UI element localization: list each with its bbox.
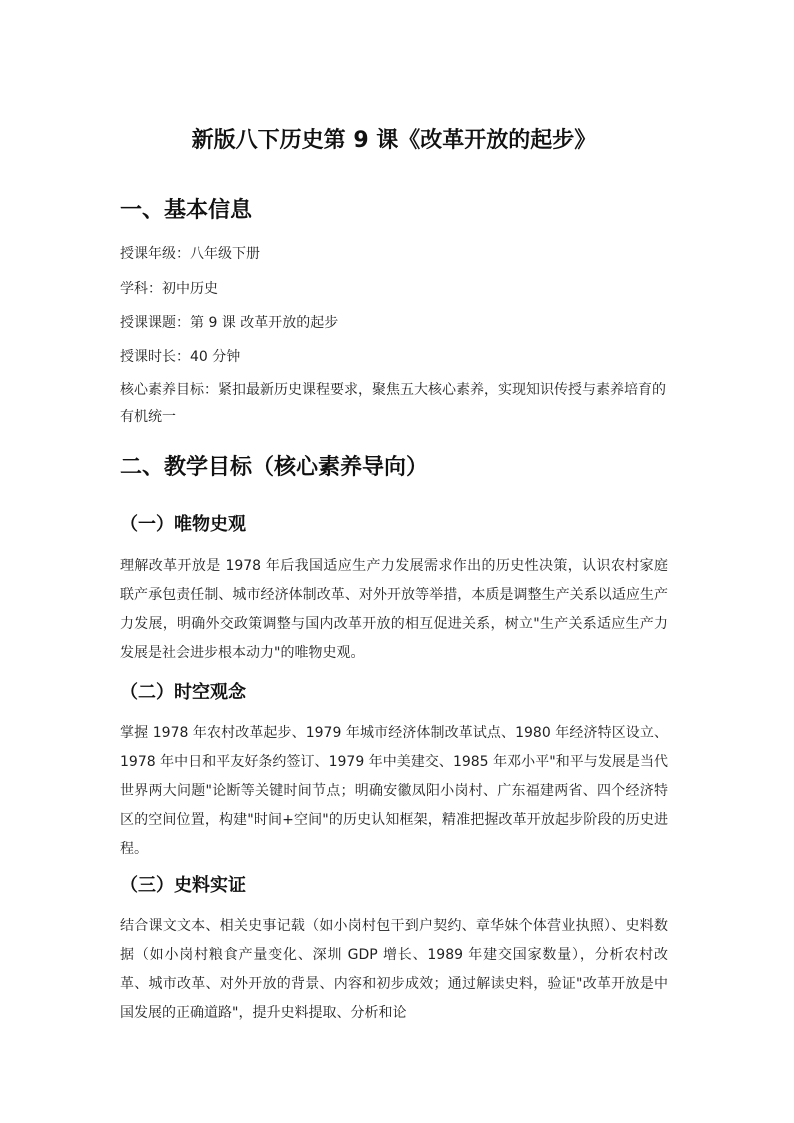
field-core-goal: 核心素养目标：紧扣最新历史课程要求，聚焦五大核心素养，实现知识传授与素养培育的有机统一 bbox=[120, 382, 666, 425]
field-grade: 授课年级：八年级下册 bbox=[120, 246, 260, 262]
field-topic: 授课课题：第 9 课 改革开放的起步 bbox=[120, 315, 339, 331]
section-basic-info-heading: 一、基本信息 bbox=[120, 198, 253, 223]
paragraph-time-space: 掌握 1978 年农村改革起步、1979 年城市经济体制改革试点、1980 年经济特区设立、1978 年中日和平友好条约签订、1979 年中美建交、1985 年邓小平"和平与发展是当代世界两大问题"论断等关键时间节点；明确安徽凤阳小岗村、广东福建两省、四个经济特区的空间位置，构建"时间+空间"的历史认知框架，精准把握改革开放起步阶段的历史进程。 bbox=[120, 725, 668, 857]
document-title: 新版八下历史第 9 课《改革开放的起步》 bbox=[191, 128, 597, 153]
paragraph-evidence: 结合课文文本、相关史事记载（如小岗村包干到户契约、章华妹个体营业执照）、史料数据（如小岗村粮食产量变化、深圳 GDP 增长、1989 年建交国家数量），分析农村改革、城市改革、对外开放的背景、内容和初步成效；通过解读史料，验证"改革开放是中国发展的正确道路"，提升史料提取、分析和论 bbox=[120, 918, 668, 1021]
subsection-time-space-heading: （二）时空观念 bbox=[120, 682, 246, 703]
field-duration: 授课时长：40 分钟 bbox=[120, 349, 241, 365]
field-subject: 学科：初中历史 bbox=[120, 281, 218, 297]
subsection-evidence-heading: （三）史料实证 bbox=[120, 875, 246, 896]
subsection-materialism-heading: （一）唯物史观 bbox=[120, 514, 246, 535]
paragraph-materialism: 理解改革开放是 1978 年后我国适应生产力发展需求作出的历史性决策，认识农村家庭联产承包责任制、城市经济体制改革、对外开放等举措，本质是调整生产关系以适应生产力发展，明确外交政策调整与国内改革开放的相互促进关系，树立"生产关系适应生产力发展是社会进步根本动力"的唯物史观。 bbox=[120, 558, 668, 661]
section-teaching-goals-heading: 二、教学目标（核心素养导向） bbox=[120, 455, 429, 480]
